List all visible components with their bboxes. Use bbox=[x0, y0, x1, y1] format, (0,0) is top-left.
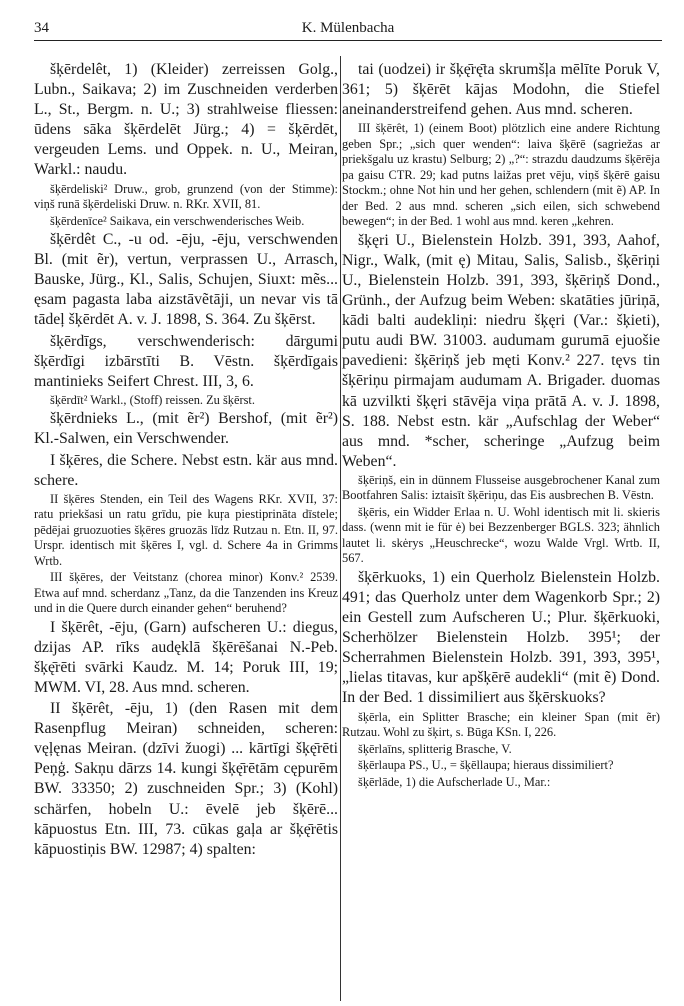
dictionary-entry: šķērdīt² Warkl., (Stoff) reissen. Zu šķērst. bbox=[50, 392, 255, 407]
running-head bbox=[34, 14, 662, 42]
left-column bbox=[34, 60, 338, 861]
dictionary-entry: II šķērêt, -ēju, 1) (den Rasen mit dem Rasenpflug Meiran) schneiden, scheren: vęļęnas Meiran. (dzīvi žuogi) ... kārtīgi šķę̄rēti Peņģ. Sakņu dārzs 14. kungi šķę̄rētām cępurēm BW. 33350; 2) zuschneiden Spr.; 3) (Kohl) schärfen, hobeln U.: ēvelē jeb šķērē... kāpuostus Etn. III, 73. cūkas gaļa ar šķę̄rētis kāpuostiņis BW. 12987; 4) spalten: bbox=[34, 700, 338, 858]
dictionary-entry: šķēriņš, ein in dünnem Flusseise ausgebrochener Kanal zum Bootfahren Salis: iztaisīt šķēriņu, das Eis ausbrechen B. Vēstn. bbox=[342, 472, 660, 503]
dictionary-entry: šķērdeliski² Druw., grob, grunzend (von der Stimme): viņš runā šķērdeliski Druw. n. RKr. XVII, 81. bbox=[34, 181, 338, 212]
dictionary-entry: šķērla, ein Splitter Brasche; ein kleiner Span (mit ẽr) Rutzau. Wohl zu šķirt, s. Būga KSn. I, 226. bbox=[342, 709, 660, 740]
dictionary-entry: šķērdenīce² Saikava, ein verschwenderisches Weib. bbox=[50, 213, 305, 228]
dictionary-entry: III šķērêt, 1) (einem Boot) plötzlich eine andere Richtung geben Spr.; „sich quer wenden“: laiva šķērē (sagriežas ar priekšgalu uz krastu) Selburg; 2) „?“: strazdu daudzums šķērēja pa gaisu CTR. 29; kad putns laižas pret vēju, viņš šķērē gaisu Stockm.; ohne Not hin und her gehen, schlendern (mit ẽ) AP. In der Bed. 2 aus mnd. scheren „sich eilen, sich schwebend bewegen“; in der Bed. 1 wohl aus mnd. keren „kehren. bbox=[342, 121, 660, 229]
dictionary-entry: šķērdīgs, verschwenderisch: dārgumi šķērdīgi izbārstīti B. Vēstn. šķērdīgais mantinieks Seifert Chrest. III, 3, 6. bbox=[34, 332, 338, 390]
dictionary-entry: III šķēres, der Veitstanz (chorea minor) Konv.² 2539. Etwa auf mnd. scherdanz „Tanz, da die Tanzenden ins Kreuz und in die Quere durch einander gehen“ beruhend? bbox=[34, 570, 338, 616]
dictionary-entry: šķērlāde, 1) die Aufscherlade U., Mar.: bbox=[358, 774, 551, 789]
dictionary-entry: II šķēres Stenden, ein Teil des Wagens RKr. XVII, 37: ratu priekšasi un ratu grīdu, pie kuŗa piestiprināta dīstele; pēdējai gruozuoties šķēres gruozās līdz Rutzau n. Etn. II, 97. Urspr. identisch mit šķēres I, vgl. d. Schere 4a in Grimms Wrtb. bbox=[34, 491, 338, 568]
right-column bbox=[342, 60, 660, 791]
dictionary-entry: I šķērêt, -ēju, (Garn) aufscheren U.: diegus, dzijas AP. rīks audęklā šķērēšanai N.-Peb. šķę̄rēti svārki Kaudz. M. 14; Poruk III, 19; MWM. VI, 28. Aus mnd. scheren. bbox=[34, 618, 338, 696]
dictionary-entry: šķēris, ein Widder Erlaa n. U. Wohl identisch mit li. skieris dass. (wenn mit ie für ė) bei Bezzenberger BGLS. 323; ähnlich lautet li. skėrys „Heuschrecke“, wozu Walde Vrgl. Wrtb. II, 567. bbox=[342, 504, 660, 566]
dictionary-entry: I šķēres, die Schere. Nebst estn. kär aus mnd. schere. bbox=[34, 451, 338, 489]
dictionary-entry: šķęri U., Bielenstein Holzb. 391, 393, Aahof, Nigr., Walk, (mit ę) Mitau, Salis, Salisb., šķēriņi U., Bielenstein Holzb. 391, 393, šķēriņš Dond., Grünh., der Aufzug beim Weben: skatāties jūriņā, kādi balti audekliņi: niedru šķęri (Var.: šķieti), putu audi BW. 31003. audumam gurumā ejuošie pavedieni: šķēriņš jeb męti Konv.² 227. tęvs tin šķēriņu pirmajam audumam A. Brigader. duomas kā uzvilkti šķęri stāvēja viņa prātā A. v. J. 1898, S. 188. Nebst estn. kär „Aufschlag der Weber“ aus mnd. *scher, scheringe „Aufzug beim Weben“. bbox=[342, 231, 660, 470]
dictionary-entry: tai (uodzei) ir šķę̄rę̄ta skrumšļa mēlīte Poruk V, 361; 5) šķērēt kājas Modohn, die Stiefel aneinanderstreifend gehen. Aus mnd. scheren. bbox=[342, 61, 660, 119]
dictionary-entry: šķērdêt C., -u od. -ēju, -ēju, verschwenden Bl. (mit ẽr), vertun, verprassen U., Arrasch, Bauske, Jürg., Kl., Salis, Schujen, Siuxt: mẽs... ęsam pagasta laba aizstāvẽtāji, un nevar vis tā tādeļ šķērdēt A. v. J. 1898, S. 364. Zu šķērst. bbox=[34, 231, 338, 329]
dictionary-entry: šķērlaupa PS., U., = šķēllaupa; hieraus dissimiliert? bbox=[358, 758, 614, 773]
column-divider bbox=[340, 56, 341, 1001]
dictionary-entry: šķērlaīns, splitterig Brasche, V. bbox=[358, 741, 512, 756]
header-title: K. Mülenbacha bbox=[301, 20, 395, 36]
page-number: 34 bbox=[34, 20, 49, 36]
dictionary-entry: šķērdnieks L., (mit ẽr²) Bershof, (mit ẽr²) Kl.-Salwen, ein Verschwender. bbox=[34, 410, 338, 448]
dictionary-entry: šķērkuoks, 1) ein Querholz Bielenstein Holzb. 491; das Querholz unter dem Wagenkorb Spr.; 2) ein Gestell zum Aufscheren U.; Plur. šķērkuoki, Scherhölzer Bielenstein Holzb. 395¹; der Scherrahmen Bielenstein Holzb. 391, 393, 395¹, „lielas titavas, kur apšķērē audekli“ (mit ẽ) Dond. In der Bed. 1 dissimiliert aus šķērskuoks? bbox=[342, 568, 660, 707]
dictionary-entry: šķērdelêt, 1) (Kleider) zerreissen Golg., Lubn., Saikava; 2) im Zuschneiden verderben L., St., Bergm. n. U.; 3) strahlweise fliessen: ūdens sāka šķērdelēt Jürg.; 4) = šķērdēt, vergeuden Lems. und Oppek. n. U., Meiran, Warkl.: naudu. bbox=[34, 61, 338, 179]
header-rule bbox=[34, 40, 662, 41]
